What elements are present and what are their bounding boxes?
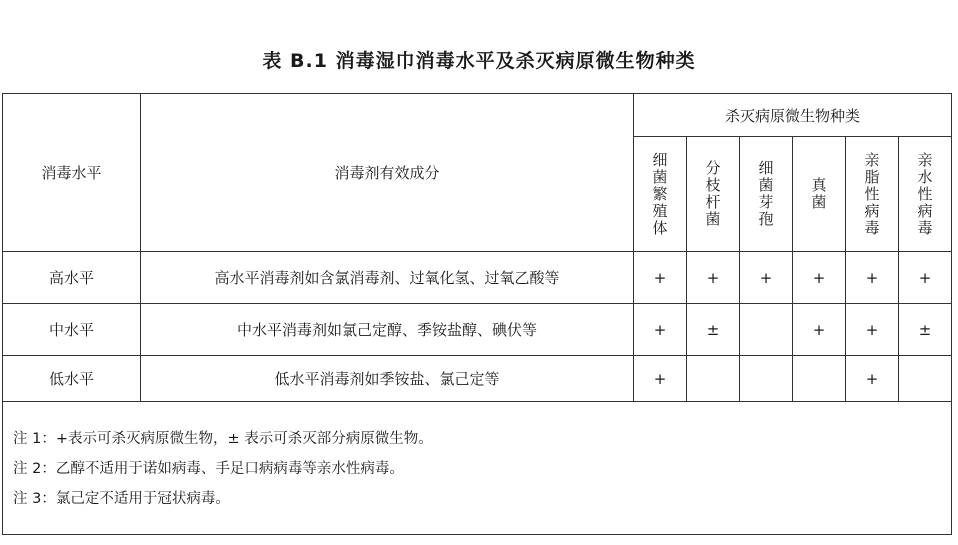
note-1: 注 1：+表示可杀灭病原微生物，± 表示可杀灭部分病原微生物。 xyxy=(13,431,433,447)
header-kind: 细菌繁殖体 xyxy=(634,137,687,252)
mark-cell: + xyxy=(899,252,952,304)
mark-cell: + xyxy=(846,252,899,304)
mark-cell: + xyxy=(634,356,687,402)
disinfection-table xyxy=(2,93,952,535)
table-title: 表 B.1 消毒湿巾消毒水平及杀灭病原微生物种类 xyxy=(262,50,696,72)
header-kinds-group: 杀灭病原微生物种类 xyxy=(634,94,952,137)
header-kind: 分枝杆菌 xyxy=(687,137,740,252)
mark-cell xyxy=(899,356,952,402)
mark-cell xyxy=(740,356,793,402)
mark-cell xyxy=(740,304,793,356)
table-row xyxy=(3,356,952,402)
note-3: 注 3：氯己定不适用于冠状病毒。 xyxy=(13,491,230,507)
mark-cell: + xyxy=(687,252,740,304)
table-row xyxy=(3,252,952,304)
mark-cell: + xyxy=(846,356,899,402)
header-kind: 亲水性病毒 xyxy=(899,137,952,252)
header-kind: 亲脂性病毒 xyxy=(846,137,899,252)
note-2: 注 2：乙醇不适用于诺如病毒、手足口病病毒等亲水性病毒。 xyxy=(13,461,404,477)
mark-cell: + xyxy=(846,304,899,356)
mark-cell xyxy=(793,356,846,402)
notes-cell xyxy=(3,402,952,535)
row-level: 低水平 xyxy=(3,356,141,402)
mark-cell: ± xyxy=(899,304,952,356)
header-ingredient: 消毒剂有效成分 xyxy=(141,94,634,252)
mark-cell: ± xyxy=(687,304,740,356)
table-row xyxy=(3,304,952,356)
header-kind: 细菌芽孢 xyxy=(740,137,793,252)
row-ingredient: 低水平消毒剂如季铵盐、氯己定等 xyxy=(141,356,634,402)
row-level: 中水平 xyxy=(3,304,141,356)
row-ingredient: 中水平消毒剂如氯己定醇、季铵盐醇、碘伏等 xyxy=(141,304,634,356)
header-level: 消毒水平 xyxy=(3,94,141,252)
mark-cell xyxy=(687,356,740,402)
mark-cell: + xyxy=(793,304,846,356)
header-kind: 真菌 xyxy=(793,137,846,252)
mark-cell: + xyxy=(740,252,793,304)
mark-cell: + xyxy=(793,252,846,304)
row-ingredient: 高水平消毒剂如含氯消毒剂、过氧化氢、过氧乙酸等 xyxy=(141,252,634,304)
row-level: 高水平 xyxy=(3,252,141,304)
mark-cell: + xyxy=(634,252,687,304)
mark-cell: + xyxy=(634,304,687,356)
